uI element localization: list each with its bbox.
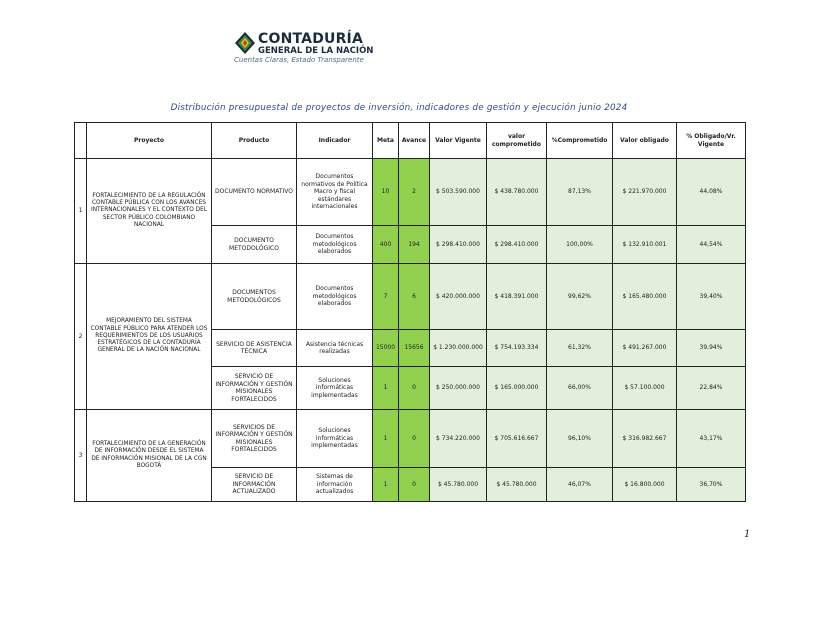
valor-vigente-cell: $ 1.230.000.000 — [430, 330, 487, 367]
table-row — [75, 410, 746, 468]
pct-obligado-cell: 22,84% — [677, 367, 746, 410]
meta-cell: 1 — [373, 410, 399, 468]
header-avance: Avance — [399, 123, 430, 159]
valor-obligado-cell: $ 221.970.000 — [613, 159, 677, 226]
pct-obligado-cell: 44,08% — [677, 159, 746, 226]
project-name: FORTALECIMIENTO DE LA GENERACIÓN DE INFORMACIÓN DESDE EL SISTEMA DE INFORMACIÓN MISIONAL DE LA CGN BOGOTÁ — [87, 410, 212, 502]
pct-obligado-cell: 44,54% — [677, 226, 746, 264]
header-indicador: Indicador — [297, 123, 373, 159]
pct-comprometido-cell: 46,07% — [547, 468, 613, 502]
indicador-cell: Documentos metodológicos elaborados — [297, 226, 373, 264]
valor-vigente-cell: $ 298.410.000 — [430, 226, 487, 264]
producto-cell: DOCUMENTOS METODOLÓGICOS — [212, 264, 297, 330]
avance-cell: 0 — [399, 468, 430, 502]
project-name: MEJORAMIENTO DEL SISTEMA CONTABLE PÚBLICO PARA ATENDER LOS REQUERIMIENTOS DE LOS USUARIOS ESTRATÉGICOS DE LA CONTADURÍA GENERAL DE LA NACIÓN NACIONAL — [87, 264, 212, 410]
valor-comprometido-cell: $ 438.780.000 — [487, 159, 547, 226]
avance-cell: 2 — [399, 159, 430, 226]
indicador-cell: Soluciones informáticas implementadas — [297, 410, 373, 468]
valor-comprometido-cell: $ 45.780.000 — [487, 468, 547, 502]
budget-table — [74, 122, 746, 502]
table-header-row — [75, 123, 746, 159]
indicador-cell: Soluciones informáticas implementadas — [297, 367, 373, 410]
producto-cell: SERVICIO DE INFORMACIÓN ACTUALIZADO — [212, 468, 297, 502]
header-meta: Meta — [373, 123, 399, 159]
valor-obligado-cell: $ 491.267.000 — [613, 330, 677, 367]
header-proyecto: Proyecto — [87, 123, 212, 159]
table-row — [75, 264, 746, 330]
logo-name-line2: GENERAL DE LA NACIÓN — [258, 46, 374, 56]
header-num — [75, 123, 87, 159]
pct-comprometido-cell: 66,00% — [547, 367, 613, 410]
pct-obligado-cell: 39,40% — [677, 264, 746, 330]
valor-obligado-cell: $ 316.982.667 — [613, 410, 677, 468]
indicador-cell: Asistencia técnicas realizadas — [297, 330, 373, 367]
producto-cell: SERVICIOS DE INFORMACIÓN Y GESTIÓN MISIONALES FORTALECIDOS — [212, 410, 297, 468]
producto-cell: SERVICIO DE INFORMACIÓN Y GESTIÓN MISIONALES FORTALECIDOS — [212, 367, 297, 410]
valor-vigente-cell: $ 734.220.000 — [430, 410, 487, 468]
document-title: Distribución presupuestal de proyectos de inversión, indicadores de gestión y ejecución junio 2024 — [170, 103, 628, 113]
logo-emblem-icon — [234, 31, 256, 55]
valor-vigente-cell: $ 420.000.000 — [430, 264, 487, 330]
pct-comprometido-cell: 61,32% — [547, 330, 613, 367]
pct-comprometido-cell: 99,62% — [547, 264, 613, 330]
logo — [234, 31, 374, 65]
avance-cell: 15656 — [399, 330, 430, 367]
logo-tagline: Cuentas Claras, Estado Transparente — [234, 56, 364, 64]
meta-cell: 400 — [373, 226, 399, 264]
logo-name-line1: CONTADURÍA — [258, 31, 364, 47]
page-number: 1 — [744, 529, 751, 540]
header-valor-comprometido: valor comprometido — [487, 123, 547, 159]
meta-cell: 1 — [373, 468, 399, 502]
pct-comprometido-cell: 100,00% — [547, 226, 613, 264]
indicador-cell: Documentos normativos de Política Macro y fiscal estándares internacionales — [297, 159, 373, 226]
valor-obligado-cell: $ 132.910.001 — [613, 226, 677, 264]
avance-cell: 194 — [399, 226, 430, 264]
meta-cell: 15000 — [373, 330, 399, 367]
project-number: 1 — [75, 159, 87, 264]
pct-comprometido-cell: 87,13% — [547, 159, 613, 226]
header-pct-obligado: % Obligado/Vr. Vigente — [677, 123, 746, 159]
pct-comprometido-cell: 96,10% — [547, 410, 613, 468]
valor-vigente-cell: $ 503.590.000 — [430, 159, 487, 226]
header-valor-obligado: Valor obligado — [613, 123, 677, 159]
producto-cell: DOCUMENTO METODOLÓGICO — [212, 226, 297, 264]
producto-cell: DOCUMENTO NORMATIVO — [212, 159, 297, 226]
indicador-cell: Documentos metodológicos elaborados — [297, 264, 373, 330]
valor-comprometido-cell: $ 754.193.334 — [487, 330, 547, 367]
avance-cell: 0 — [399, 410, 430, 468]
meta-cell: 7 — [373, 264, 399, 330]
avance-cell: 6 — [399, 264, 430, 330]
header-pct-comprometido: %Comprometido — [547, 123, 613, 159]
valor-vigente-cell: $ 250.000.000 — [430, 367, 487, 410]
project-name: FORTALECIMIENTO DE LA REGULACIÓN CONTABLE PÚBLICA CON LOS AVANCES INTERNACIONALES Y EL CONTEXTO DEL SECTOR PÚBLICO COLOMBIANO NACIONAL — [87, 159, 212, 264]
meta-cell: 10 — [373, 159, 399, 226]
header-valor-vigente: Valor Vigente — [430, 123, 487, 159]
valor-comprometido-cell: $ 705.616.667 — [487, 410, 547, 468]
valor-comprometido-cell: $ 165.000.000 — [487, 367, 547, 410]
valor-comprometido-cell: $ 418.391.000 — [487, 264, 547, 330]
valor-comprometido-cell: $ 298.410.000 — [487, 226, 547, 264]
project-number: 3 — [75, 410, 87, 502]
meta-cell: 1 — [373, 367, 399, 410]
valor-vigente-cell: $ 45.780.000 — [430, 468, 487, 502]
valor-obligado-cell: $ 165.480.000 — [613, 264, 677, 330]
table-row — [75, 159, 746, 226]
pct-obligado-cell: 36,70% — [677, 468, 746, 502]
pct-obligado-cell: 43,17% — [677, 410, 746, 468]
producto-cell: SERVICIO DE ASISTENCIA TÉCNICA — [212, 330, 297, 367]
valor-obligado-cell: $ 57.100.000 — [613, 367, 677, 410]
pct-obligado-cell: 39,94% — [677, 330, 746, 367]
valor-obligado-cell: $ 16.800.000 — [613, 468, 677, 502]
header-producto: Producto — [212, 123, 297, 159]
project-number: 2 — [75, 264, 87, 410]
indicador-cell: Sistemas de información actualizados — [297, 468, 373, 502]
avance-cell: 0 — [399, 367, 430, 410]
